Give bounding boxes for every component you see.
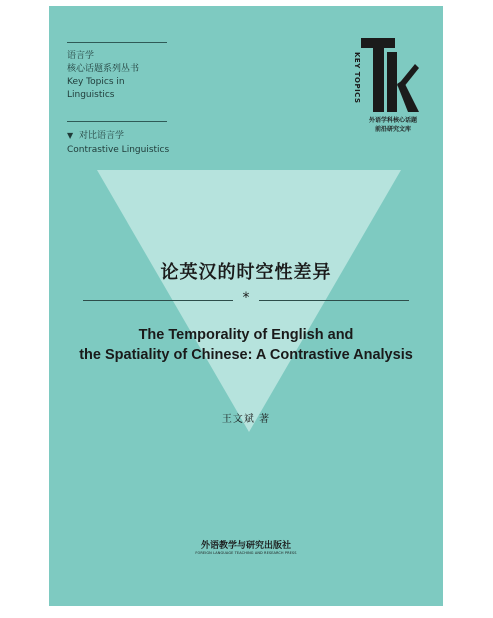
tk-logo-icon bbox=[361, 38, 419, 112]
triangle-marker-icon: ▼ bbox=[67, 131, 74, 140]
title-chinese: 论英汉的时空性差异 bbox=[160, 262, 332, 283]
publisher-chinese: 外语教学与研究出版社 bbox=[200, 541, 291, 551]
title-divider-right bbox=[259, 300, 409, 301]
title-english-line2: the Spatiality of Chinese: A Contrastive Analysis bbox=[79, 347, 413, 363]
series-bottom-rule bbox=[67, 121, 167, 122]
series-top-rule bbox=[67, 42, 167, 43]
subseries-english: Contrastive Linguistics bbox=[67, 145, 170, 155]
series-title-chinese-line2: 核心话题系列丛书 bbox=[67, 64, 140, 74]
title-english-line1: The Temporality of English and bbox=[138, 327, 354, 343]
logo-chinese-line2: 前沿研究文库 bbox=[374, 126, 411, 133]
logo-vertical-text: KEY TOPICS bbox=[353, 52, 361, 104]
series-title-english-line2: Linguistics bbox=[67, 90, 115, 100]
series-title-english-line1: Key Topics in bbox=[67, 77, 125, 87]
author: 王文斌 著 bbox=[221, 414, 271, 425]
subseries-chinese: 对比语言学 bbox=[79, 131, 125, 141]
series-title-chinese-line1: 语言学 bbox=[67, 51, 95, 61]
title-separator: * bbox=[242, 290, 250, 306]
book-cover bbox=[49, 6, 443, 606]
publisher-english: FOREIGN LANGUAGE TEACHING AND RESEARCH PRESS bbox=[195, 551, 297, 555]
title-divider-left bbox=[83, 300, 233, 301]
logo-chinese-line1: 外语学科核心话题 bbox=[368, 117, 417, 124]
